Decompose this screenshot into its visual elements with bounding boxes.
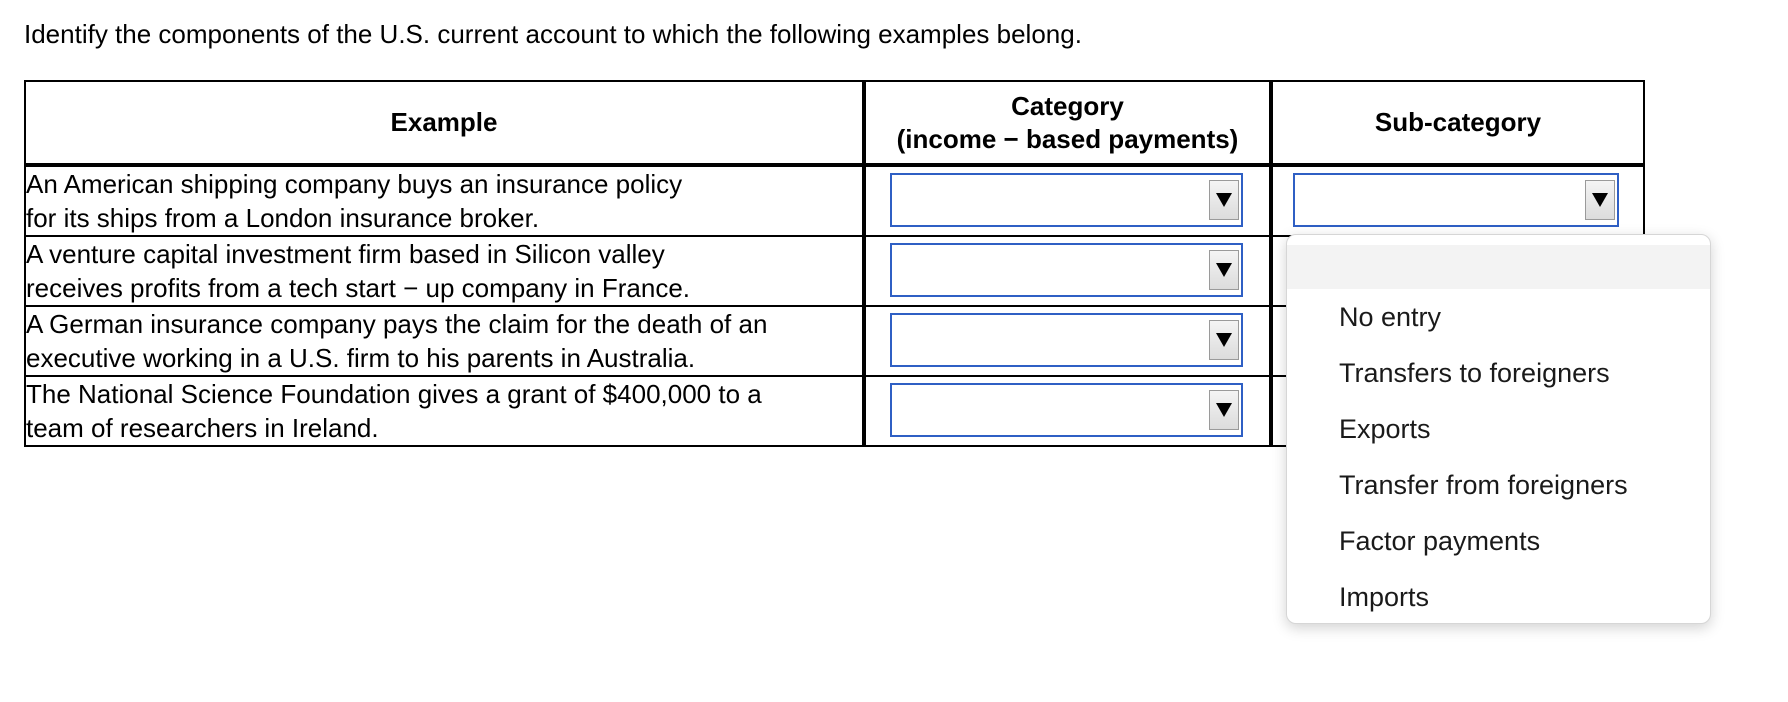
dropdown-option[interactable]: Exports: [1339, 414, 1431, 444]
dropdown-option[interactable]: No entry: [1339, 302, 1442, 332]
header-example: Example: [25, 81, 864, 165]
header-category: [864, 81, 1271, 165]
dropdown-option[interactable]: Imports: [1339, 582, 1430, 612]
example-text-line: team of researchers in Ireland.: [26, 413, 379, 443]
example-cell: [25, 376, 864, 446]
subcategory-select[interactable]: [1293, 173, 1619, 227]
category-cell: [864, 165, 1271, 236]
category-select[interactable]: [890, 313, 1243, 367]
example-cell: [25, 236, 864, 306]
triangle-down-icon[interactable]: [1209, 180, 1239, 220]
example-cell: [25, 165, 864, 236]
header-row: [25, 81, 1644, 165]
header-category-title: Category: [1011, 90, 1124, 121]
example-text-line: executive working in a U.S. firm to his parents in Australia.: [26, 343, 696, 373]
dropdown-option[interactable]: Factor payments: [1339, 526, 1541, 556]
header-subcategory: Sub-category: [1271, 81, 1644, 165]
category-cell: [864, 306, 1271, 376]
instruction-text: Identify the components of the U.S. current account to which the following examples belong.: [24, 19, 1082, 49]
triangle-down-icon[interactable]: [1585, 180, 1615, 220]
example-text-line: receives profits from a tech start − up company in France.: [26, 273, 691, 303]
category-cell: [864, 376, 1271, 446]
subcategory-cell: [1271, 165, 1644, 236]
triangle-down-icon[interactable]: [1209, 390, 1239, 430]
dropdown-option[interactable]: Transfers to foreigners: [1339, 358, 1610, 388]
table-row: [25, 165, 1644, 236]
example-text-line: An American shipping company buys an insurance policy: [26, 169, 683, 199]
triangle-down-icon[interactable]: [1209, 320, 1239, 360]
triangle-down-icon[interactable]: [1209, 250, 1239, 290]
category-select[interactable]: [890, 173, 1243, 227]
dropdown-option-blank[interactable]: [1287, 245, 1710, 289]
example-cell: [25, 306, 864, 376]
dropdown-option[interactable]: Transfer from foreigners: [1339, 470, 1628, 500]
example-text-line: The National Science Foundation gives a grant of $400,000 to a: [26, 379, 762, 409]
category-cell: [864, 236, 1271, 306]
header-category-subtitle: (income − based payments): [896, 123, 1239, 154]
example-text-line: A venture capital investment firm based in Silicon valley: [26, 239, 665, 269]
example-text-line: for its ships from a London insurance broker.: [26, 203, 540, 233]
category-select[interactable]: [890, 243, 1243, 297]
category-select[interactable]: [890, 383, 1243, 437]
example-text-line: A German insurance company pays the claim for the death of an: [26, 309, 768, 339]
subcategory-dropdown-menu: [1286, 234, 1711, 624]
